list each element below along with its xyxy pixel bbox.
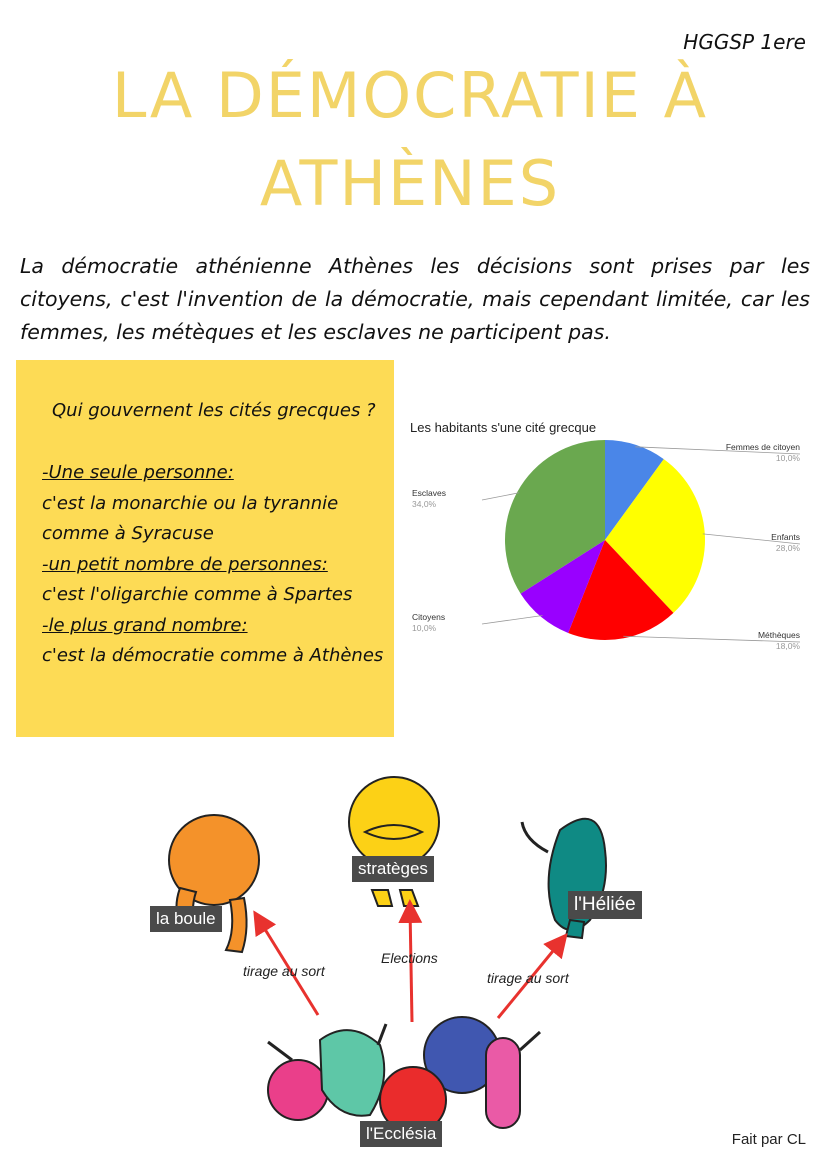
pie-value-label: 10,0% [775,453,800,463]
government-types-list [38,458,383,672]
title-line-1: LA DÉMOCRATIE À [111,59,709,132]
box-question: Qui gouvernent les cités grecques ? [52,400,376,421]
pie-value-label: 10,0% [412,623,437,633]
pie-label: Enfants [771,532,800,542]
population-pie-chart [402,412,812,662]
institutions-diagram [0,760,828,1160]
footer-credit: Fait par CL [731,1131,806,1148]
item-body-oligarchy: c'est l'oligarchie comme à Spartes [42,584,353,605]
item-body-monarchy: c'est la monarchie ou la tyrannie comme à Syracuse [42,492,339,544]
heliee-figure [522,819,606,938]
pie-value-label: 18,0% [775,641,800,651]
pie-label: Femmes de citoyen [725,442,800,452]
pie-leader-line [482,616,543,624]
item-head-monarchy: -Une seule personne: [42,462,234,483]
node-strateges: stratèges [352,856,434,882]
intro-paragraph: La démocratie athénienne Athènes les décisions sont prises par les citoyens, c'est l'invention de la démocratie, mais cependant limitée, car les femmes, les métèques et les esclaves ne participent pas. [20,254,810,344]
title-line-2: ATHÈNES [259,147,561,220]
item-body-democracy: c'est la démocratie comme à Athènes [42,645,384,666]
edge-label-left: tirage au sort [243,963,325,979]
edge-label-center: Elections [381,950,438,966]
course-tag: HGGSP 1ere [683,30,806,54]
pie-value-label: 34,0% [412,499,437,509]
node-ecclesia: l'Ecclésia [360,1121,442,1147]
chart-title: Les habitants s'une cité grecque [410,420,597,435]
page-title [60,52,760,228]
government-types-box [16,360,394,737]
pie-svg [402,412,812,662]
pie-label: Méthèques [757,630,800,640]
node-heliee: l'Héliée [568,891,642,919]
pie-leader-line [482,493,519,500]
ecclesia-figures [268,1017,540,1133]
pie-value-label: 28,0% [775,543,800,553]
pie-label: Esclaves [412,488,447,498]
node-boule: la boule [150,906,222,932]
edge-label-right: tirage au sort [487,970,569,986]
item-head-oligarchy: -un petit nombre de personnes: [42,553,328,575]
item-head-democracy: -le plus grand nombre: [42,614,248,636]
pie-label: Citoyens [412,612,446,622]
strateges-figure [349,777,439,906]
